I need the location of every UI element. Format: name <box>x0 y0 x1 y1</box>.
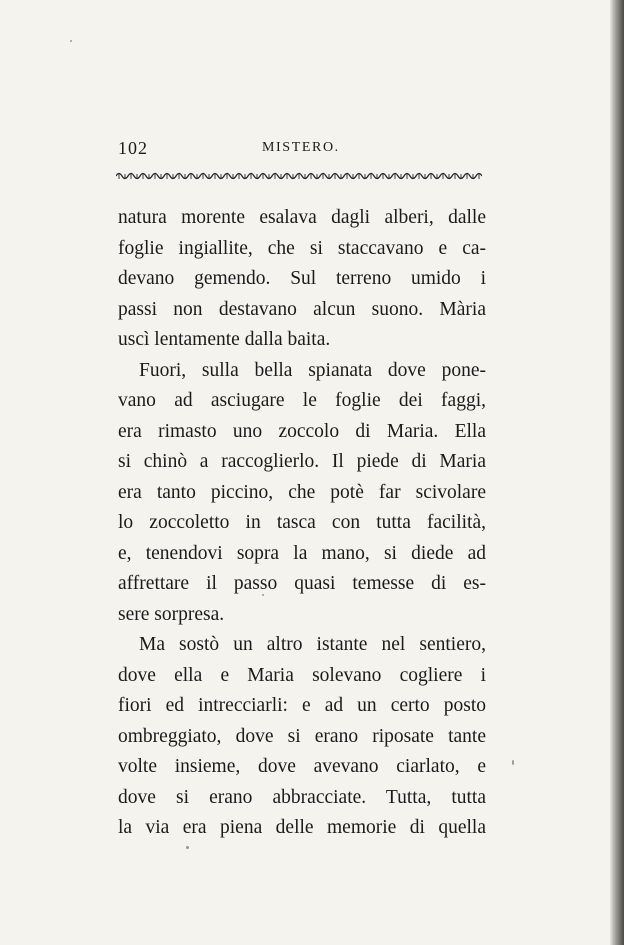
text-line: e, tenendovi sopra la mano, si diede ad <box>118 542 486 564</box>
running-title: MISTERO. <box>262 140 340 155</box>
paper-speck <box>512 760 514 765</box>
text-line: si chinò a raccoglierlo. Il piede di Maria <box>118 451 486 472</box>
text-line: dove si erano abbracciate. Tutta, tutta <box>118 786 486 808</box>
text-line: affrettare il passo quasi temesse di es- <box>118 573 486 594</box>
text-line: ombreggiato, dove si erano riposate tante <box>118 725 486 747</box>
text-line: sere sorpresa. <box>118 603 225 625</box>
text-line: fiori ed intrecciarli: e ad un certo posto <box>118 695 486 716</box>
text-line: vano ad asciugare le foglie dei faggi, <box>118 390 486 411</box>
page-edge-shadow <box>610 0 624 945</box>
text-line: natura morente esalava dagli alberi, dalle <box>118 207 486 228</box>
text-line: devano gemendo. Sul terreno umido i <box>118 268 486 289</box>
paper-speck <box>70 40 72 42</box>
decorative-rule-icon <box>116 170 482 182</box>
text-line: Fuori, sulla bella spianata dove pone- <box>139 359 486 381</box>
text-line: era rimasto uno zoccolo di Maria. Ella <box>118 420 486 442</box>
page-header <box>118 138 488 162</box>
text-line: foglie ingiallite, che si staccavano e ca- <box>118 237 486 259</box>
text-line: uscì lentamente dalla baita. <box>118 329 331 350</box>
text-line: Ma sostò un altro istante nel sentiero, <box>139 634 486 655</box>
text-line: era tanto piccino, che potè far scivolare <box>118 481 486 503</box>
text-line: passi non destavano alcun suono. Mària <box>118 298 486 320</box>
text-line: lo zoccoletto in tasca con tutta facilità, <box>118 512 486 533</box>
paper-speck <box>186 846 189 849</box>
text-line: la via era piena delle memorie di quella <box>118 817 486 838</box>
text-line: dove ella e Maria solevano cogliere i <box>118 664 486 686</box>
body-text <box>118 203 486 844</box>
text-line: volte insieme, dove avevano ciarlato, e <box>118 756 486 777</box>
page-number: 102 <box>118 138 148 158</box>
